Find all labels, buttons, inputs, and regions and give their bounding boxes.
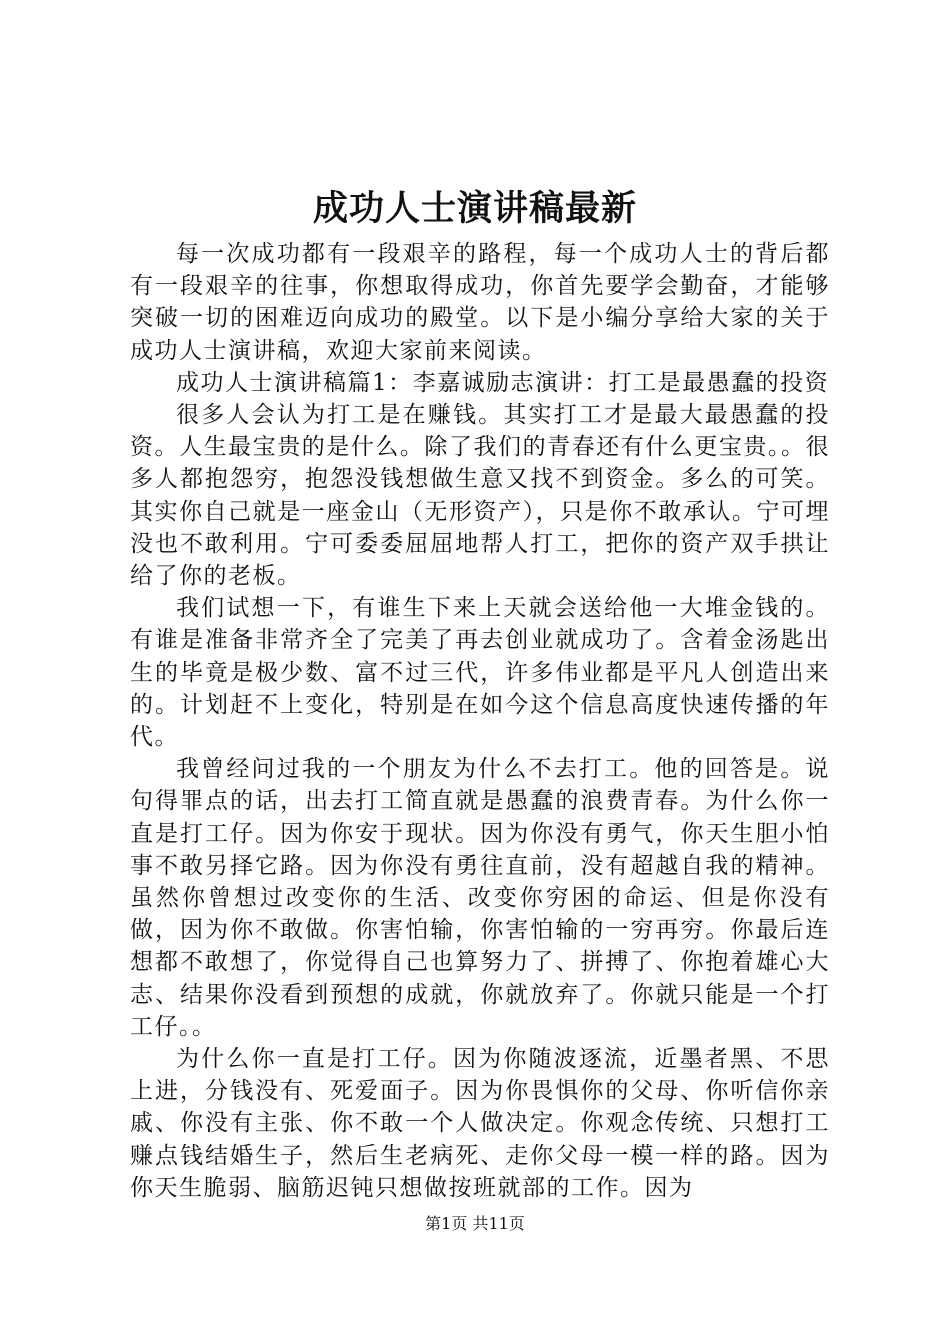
paragraph: 每一次成功都有一段艰辛的路程，每一个成功人士的背后都有一段艰辛的往事，你想取得成功，你首先要学会勤奋，才能够突破一切的困难迈向成功的殿堂。以下是小编分享给大家的关于成功人士演讲稿，欢迎大家前来阅读。 xyxy=(130,241,830,364)
page-footer: 第1页 共11页 xyxy=(425,1214,525,1233)
paragraph: 我曾经问过我的一个朋友为什么不去打工。他的回答是。说句得罪点的话，出去打工简直就是愚蠢的浪费青春。为什么你一直是打工仔。因为你安于现状。因为你没有勇气，你天生胆小怕事不敢另择它路。因为你没有勇往直前，没有超越自我的精神。虽然你曾想过改变你的生活、改变你穷困的命运、但是你没有做，因为你不敢做。你害怕输，你害怕输的一穷再穷。你最后连想都不敢想了，你觉得自己也算努力了、拼搏了、你抱着雄心大志、结果你没看到预想的成就，你就放弃了。你就只能是一个打工仔。。 xyxy=(130,756,830,1040)
paragraph: 我们试想一下，有谁生下来上天就会送给他一大堆金钱的。有谁是准备非常齐全了完美了再去创业就成功了。含着金汤匙出生的毕竟是极少数、富不过三代，许多伟业都是平凡人创造出来的。计划赶不上变化，特别是在如今这个信息高度快速传播的年代。 xyxy=(130,595,830,751)
document-body xyxy=(130,238,830,1204)
paragraph: 很多人会认为打工是在赚钱。其实打工才是最大最愚蠢的投资。人生最宝贵的是什么。除了我们的青春还有什么更宝贵。。很多人都抱怨穷，抱怨没钱想做生意又找不到资金。多么的可笑。其实你自己就是一座金山（无形资产），只是你不敢承认。宁可埋没也不敢利用。宁可委委屈屈地帮人打工，把你的资产双手拱让给了你的老板。 xyxy=(130,402,830,590)
page-title: 成功人士演讲稿最新 xyxy=(312,188,637,229)
paragraph: 成功人士演讲稿篇1：李嘉诚励志演讲：打工是最愚蠢的投资 xyxy=(176,369,830,396)
paragraph: 为什么你一直是打工仔。因为你随波逐流，近墨者黑、不思上进，分钱没有、死爱面子。因为你畏惧你的父母、你听信你亲戚、你没有主张、你不敢一个人做决定。你观念传统、只想打工赚点钱结婚生子，然后生老病死、走你父母一模一样的路。因为你天生脆弱、脑筋迟钝只想做按班就部的工作。因为 xyxy=(130,1046,830,1201)
